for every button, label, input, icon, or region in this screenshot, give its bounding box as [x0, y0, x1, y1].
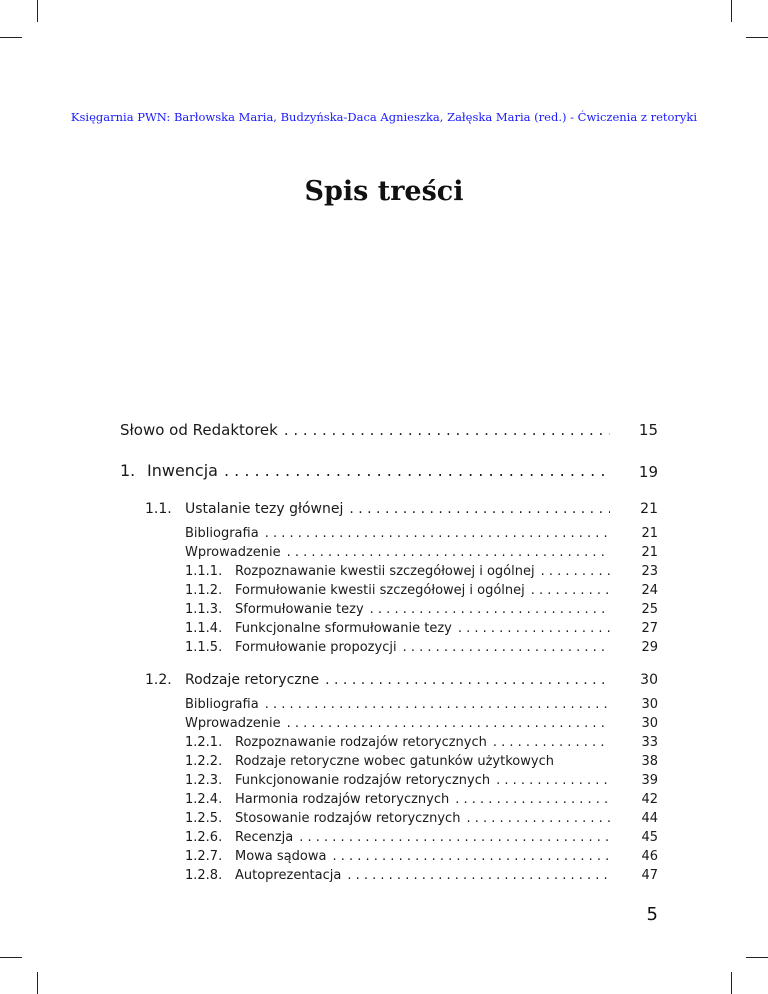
toc-entry-label: Wprowadzenie: [185, 716, 281, 731]
toc-leader-dots: [531, 583, 610, 598]
crop-mark: [746, 37, 768, 38]
toc-entry: [185, 773, 614, 788]
toc-page-number: 47: [641, 868, 658, 883]
toc-entry: [185, 830, 614, 845]
toc-page-number: 45: [641, 830, 658, 845]
toc-entry-label: Bibliografia: [185, 526, 259, 541]
toc-entry-number: 1.: [120, 461, 136, 480]
toc-entry: [185, 849, 614, 864]
toc-entry: [185, 583, 614, 598]
toc-entry-number: 1.1.2.: [185, 583, 223, 598]
toc-entry-label: Harmonia rodzajów retorycznych: [235, 792, 450, 807]
toc-page-number: 21: [641, 545, 658, 560]
toc-entry: [185, 792, 614, 807]
toc-entry-label: Rodzaje retoryczne wobec gatunków użytkowych: [235, 754, 554, 769]
toc-entry: [185, 526, 614, 541]
toc-entry-number: 1.2.6.: [185, 830, 223, 845]
toc-entry: [185, 621, 614, 636]
toc-entry-label: Wprowadzenie: [185, 545, 281, 560]
toc-leader-dots: [458, 621, 610, 636]
page-number: 5: [646, 904, 658, 925]
toc-leader-dots: [332, 849, 610, 864]
toc-page-number: 29: [641, 640, 658, 655]
toc-entry: [185, 868, 614, 883]
toc-entry-number: 1.2.8.: [185, 868, 223, 883]
toc-entry-number: 1.2.1.: [185, 735, 223, 750]
toc-entry-label: Mowa sądowa: [235, 849, 327, 864]
toc-page-number: 30: [640, 672, 658, 688]
toc-entry: [185, 602, 614, 617]
toc-leader-dots: [265, 697, 610, 712]
toc-page-number: 27: [641, 621, 658, 636]
toc-page-number: 21: [641, 526, 658, 541]
toc-entry-number: 1.2.2.: [185, 754, 223, 769]
toc-leader-dots: [349, 501, 610, 517]
crop-mark: [37, 0, 38, 22]
toc-page-number: 23: [641, 564, 658, 579]
toc-entry-label: Funkcjonalne sformułowanie tezy: [235, 621, 452, 636]
toc-entry: [145, 501, 614, 517]
toc-leader-dots: [287, 716, 610, 731]
toc-entry-label: Rozpoznawanie rodzajów retorycznych: [235, 735, 487, 750]
toc-entry-number: 1.1.5.: [185, 640, 223, 655]
toc-entry-label: Funkcjonowanie rodzajów retorycznych: [235, 773, 491, 788]
toc-entry-label: Formułowanie kwestii szczegółowej i ogólnej: [235, 583, 525, 598]
toc-entry-label: Sformułowanie tezy: [235, 602, 364, 617]
toc-entry: [120, 461, 614, 480]
toc-leader-dots: [493, 735, 610, 750]
toc-entry-label: Autoprezentacja: [235, 868, 342, 883]
toc-entry-label: Inwencja: [147, 461, 218, 480]
toc-entry-number: 1.2.5.: [185, 811, 223, 826]
toc-entry-number: 1.1.3.: [185, 602, 223, 617]
toc-page-number: 15: [638, 421, 658, 439]
toc-leader-dots: [347, 868, 610, 883]
toc-entry-number: 1.1.4.: [185, 621, 223, 636]
toc-page-number: 46: [641, 849, 658, 864]
toc-entry: [185, 735, 614, 750]
toc-leader-dots: [284, 421, 610, 439]
toc-leader-dots: [325, 672, 610, 688]
crop-mark: [731, 0, 732, 22]
toc-leader-dots: [224, 461, 610, 480]
toc-page-number: 30: [641, 697, 658, 712]
toc-page-number: 39: [641, 773, 658, 788]
toc-leader-dots: [466, 811, 610, 826]
toc-page-number: 38: [641, 754, 658, 769]
toc-entry-number: 1.2.3.: [185, 773, 223, 788]
toc-leader-dots: [299, 830, 610, 845]
toc-entry-label: Stosowanie rodzajów retorycznych: [235, 811, 461, 826]
toc-entry: [185, 564, 614, 579]
toc-entry-number: 1.2.4.: [185, 792, 223, 807]
toc-page-number: 19: [638, 463, 658, 481]
toc-leader-dots: [265, 526, 610, 541]
crop-mark: [37, 972, 38, 994]
toc-page-number: 25: [641, 602, 658, 617]
toc-entry: [185, 811, 614, 826]
toc-entry: [185, 640, 614, 655]
page-title: Spis treści: [304, 176, 464, 207]
toc-entry: [145, 672, 614, 688]
toc-page-number: 42: [641, 792, 658, 807]
toc-leader-dots: [541, 564, 610, 579]
toc-leader-dots: [370, 602, 610, 617]
toc-entry-label: Rozpoznawanie kwestii szczegółowej i ogólnej: [235, 564, 535, 579]
toc-entry-label: Recenzja: [235, 830, 294, 845]
toc-entry-number: 1.2.: [145, 672, 172, 688]
toc-entry: [185, 754, 614, 769]
toc-page-number: 21: [640, 501, 658, 517]
toc-entry: [185, 545, 614, 560]
toc-page-number: 33: [641, 735, 658, 750]
toc-leader-dots: [403, 640, 610, 655]
toc-entry: [185, 697, 614, 712]
toc-entry-label: Słowo od Redaktorek: [120, 421, 278, 439]
toc-entry-label: Ustalanie tezy głównej: [185, 501, 344, 517]
crop-mark: [731, 972, 732, 994]
toc-page-number: 24: [641, 583, 658, 598]
crop-mark: [746, 957, 768, 958]
toc-entry-label: Formułowanie propozycji: [235, 640, 397, 655]
toc-entry-number: 1.2.7.: [185, 849, 223, 864]
header-link[interactable]: Księgarnia PWN: Barłowska Maria, Budzyńska-Daca Agnieszka, Załęska Maria (red.) - Ćwiczenia z retoryki: [70, 110, 698, 124]
toc-entry: [120, 421, 614, 439]
toc-entry-label: Rodzaje retoryczne: [185, 672, 320, 688]
toc-leader-dots: [496, 773, 610, 788]
toc-entry-label: Bibliografia: [185, 697, 259, 712]
toc-leader-dots: [287, 545, 610, 560]
toc-leader-dots: [455, 792, 610, 807]
toc-entry: [185, 716, 614, 731]
toc-page-number: 30: [641, 716, 658, 731]
toc-entry-number: 1.1.1.: [185, 564, 223, 579]
crop-mark: [0, 957, 22, 958]
toc-entry-number: 1.1.: [145, 501, 172, 517]
crop-mark: [0, 37, 22, 38]
toc-page-number: 44: [641, 811, 658, 826]
